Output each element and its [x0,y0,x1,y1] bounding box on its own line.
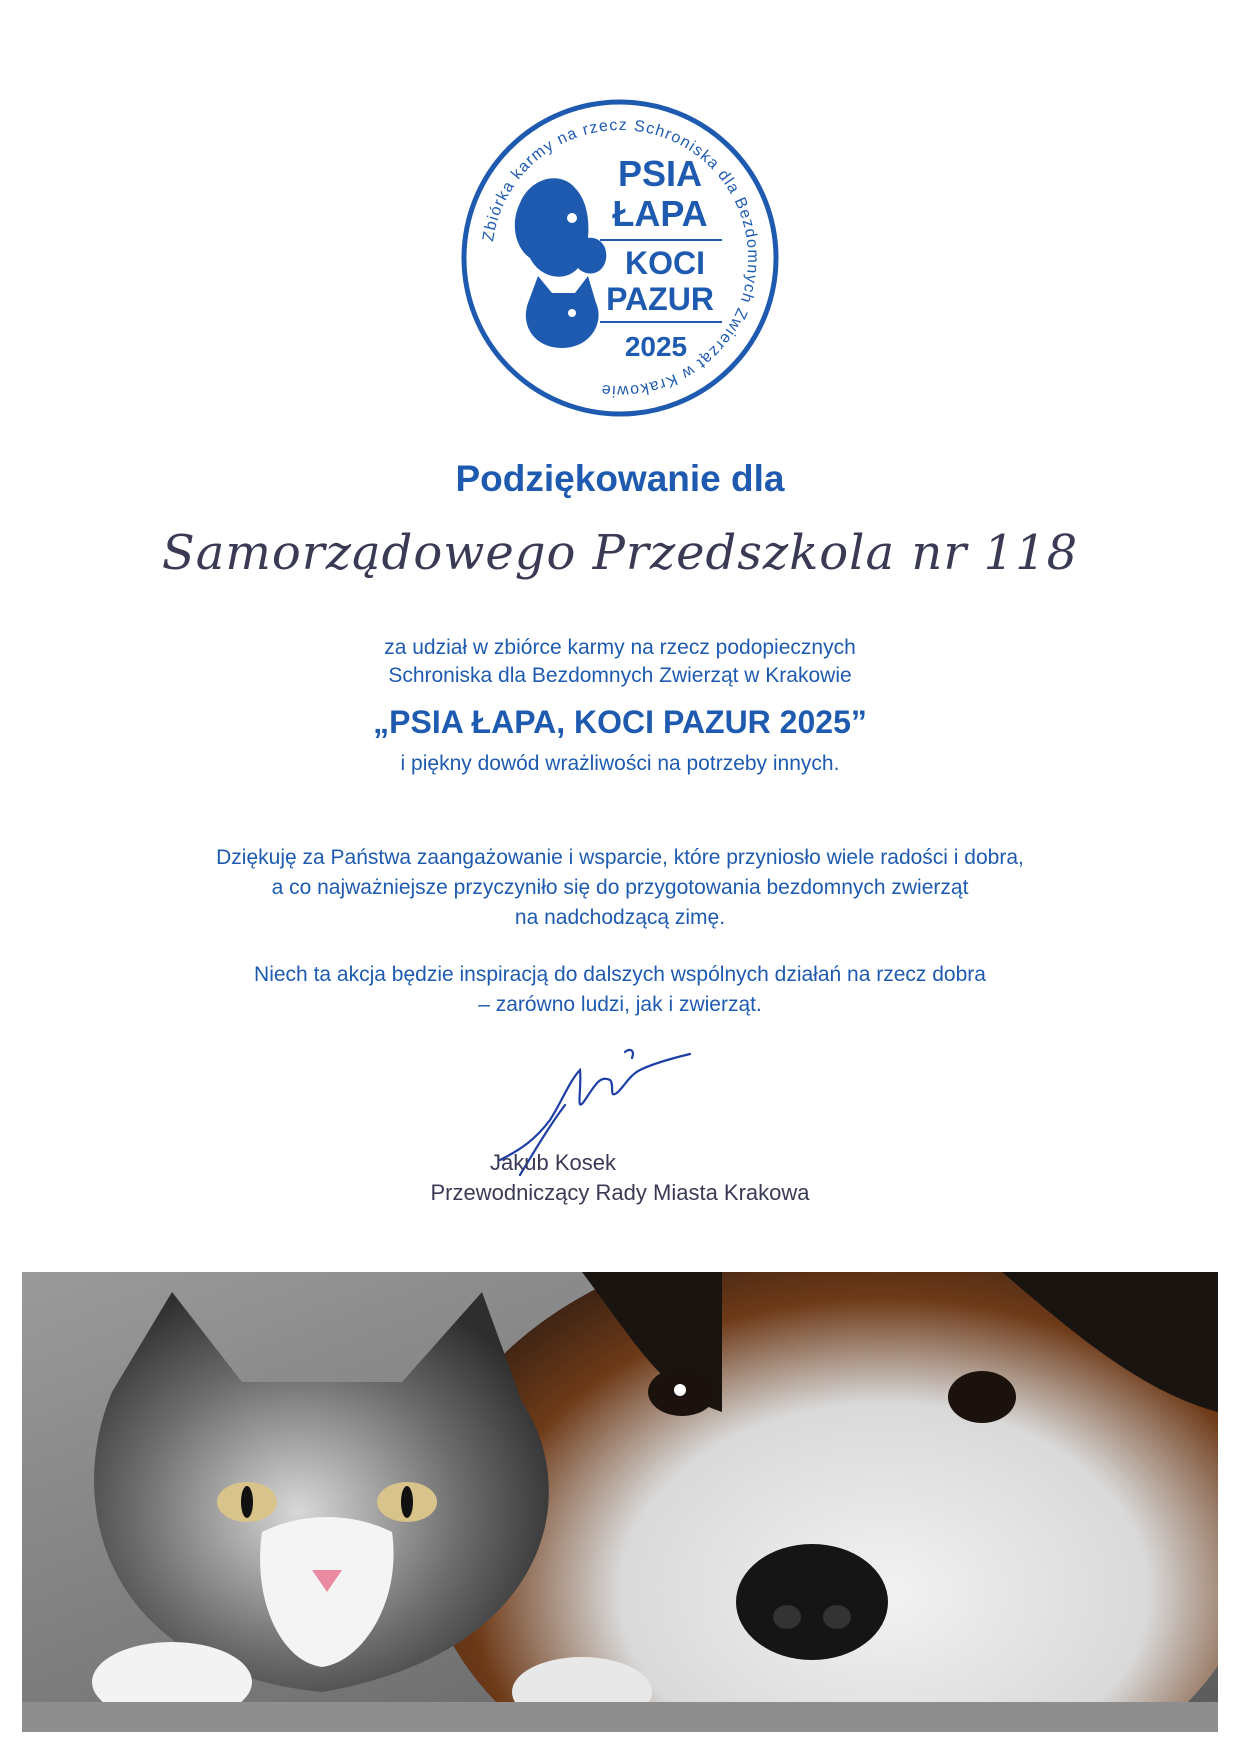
logo-line-koci: KOCI [625,245,705,281]
thanks-paragraph-line-3: na nadchodzącą zimę. [514,906,726,929]
signer-name: Jakub Kosek [490,1150,616,1175]
thanks-paragraph-line-2: a co najważniejsze przyczyniło się do przygotowania bezdomnych zwierząt [271,876,969,899]
dog-silhouette-icon [515,178,607,276]
recipient-name: Samorządowego Przedszkola nr 118 [161,525,1079,581]
logo-year: 2025 [624,331,688,362]
seal-graphic [460,98,780,418]
cat-and-dog-photo [22,1272,1218,1732]
thanks-paragraph-line-1: Dziękuję za Państwa zaangażowanie i wsparcie, które przyniosło wiele radości i dobra, [216,846,1024,869]
seal-ring-text: Zbiórka karmy na rzecz Schroniska dla Bezdomnych Zwierząt w Krakowie [480,116,762,400]
closing-paragraph-line-1: Niech ta akcja będzie inspiracją do dalszych wspólnych działań na rzecz dobra [254,963,986,986]
reason-line-2: Schroniska dla Bezdomnych Zwierząt w Krakowie [388,664,852,687]
cat-silhouette-icon [526,276,599,348]
closing-paragraph-line-2: – zarówno ludzi, jak i zwierząt. [478,993,762,1016]
certificate-title: Podziękowanie dla [455,458,785,499]
campaign-name: „PSIA ŁAPA, KOCI PAZUR 2025” [373,704,867,740]
logo-line-lapa: ŁAPA [612,193,708,234]
logo-line-psia: PSIA [617,153,703,194]
signer-role: Przewodniczący Rady Miasta Krakowa [430,1180,810,1205]
photo-illustration [22,1272,1218,1732]
reason-line-3: i piękny dowód wrażliwości na potrzeby innych. [400,752,840,775]
campaign-logo-seal [460,98,780,418]
logo-line-pazur: PAZUR [606,281,714,317]
reason-line-1: za udział w zbiórce karmy na rzecz podopiecznych [384,636,856,659]
